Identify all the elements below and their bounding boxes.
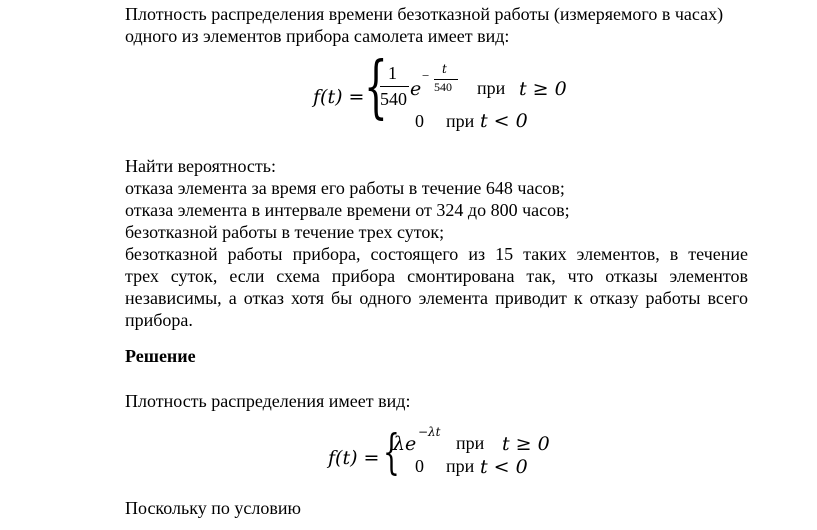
formula1-lhs: f(t) = xyxy=(313,86,365,108)
formula1-exp-base: e xyxy=(410,78,422,100)
task-item-4 xyxy=(125,243,748,331)
formula1-cond1-expr: t ≥ 0 xyxy=(519,78,567,100)
formula2-cond1-word: при xyxy=(456,433,485,453)
formula1-cond2-word: при xyxy=(446,111,475,131)
task-item-4-line-3: независимы, а отказ хотя бы одного элемента приводит к отказу работы всего xyxy=(125,288,748,308)
task-item-4-line-2: трех суток, если схема прибора смонтирована так, что отказы элементов xyxy=(125,266,748,286)
formula2-cond2-expr: t < 0 xyxy=(480,456,528,478)
formula2-lhs: f(t) = xyxy=(328,447,380,469)
formula2-val2: 0 xyxy=(415,456,424,476)
task-heading: Найти вероятность: xyxy=(125,156,276,176)
intro-line-2: одного из элементов прибора самолета имеет вид: xyxy=(125,26,510,46)
task-item-1: отказа элемента за время его работы в течение 648 часов; xyxy=(125,178,565,198)
formula1-frac-den: 540 xyxy=(380,89,407,109)
formula1-exp-den: 540 xyxy=(434,80,452,94)
task-item-3: безотказной работы в течение трех суток; xyxy=(125,222,445,242)
formula2-val1: λe xyxy=(393,433,417,455)
formula1-frac-num: 1 xyxy=(388,63,397,83)
solution-heading: Решение xyxy=(125,346,196,366)
formula2-cond2-word: при xyxy=(446,456,475,476)
formula1-cond1-word: при xyxy=(477,78,506,98)
formula1-cond2-expr: t < 0 xyxy=(480,110,528,132)
task-item-2: отказа элемента в интервале времени от 324 до 800 часов; xyxy=(125,200,570,220)
solution-paragraph-1: Плотность распределения имеет вид: xyxy=(125,391,411,411)
formula1-exp-sign: − xyxy=(422,68,430,83)
intro-line-1: Плотность распределения времени безотказной работы (измеряемого в часах) xyxy=(125,4,724,24)
task-block xyxy=(125,155,748,243)
task-item-4-line-4: прибора. xyxy=(125,310,193,330)
formula2-val1-exp: −λt xyxy=(418,425,441,439)
formula1-frac-bar xyxy=(380,86,409,87)
formula2-cond1-expr: t ≥ 0 xyxy=(502,433,550,455)
intro-paragraph xyxy=(125,3,748,47)
formula2-brace: { xyxy=(383,424,400,480)
solution-paragraph-2: Поскольку по условию xyxy=(125,498,301,518)
formula1-exp-num: t xyxy=(442,62,447,76)
formula1-brace: { xyxy=(364,48,388,127)
formula1-val2: 0 xyxy=(415,111,424,131)
task-item-4-line-1: безотказной работы прибора, состоящего из 15 таких элементов, в течение xyxy=(125,244,748,264)
